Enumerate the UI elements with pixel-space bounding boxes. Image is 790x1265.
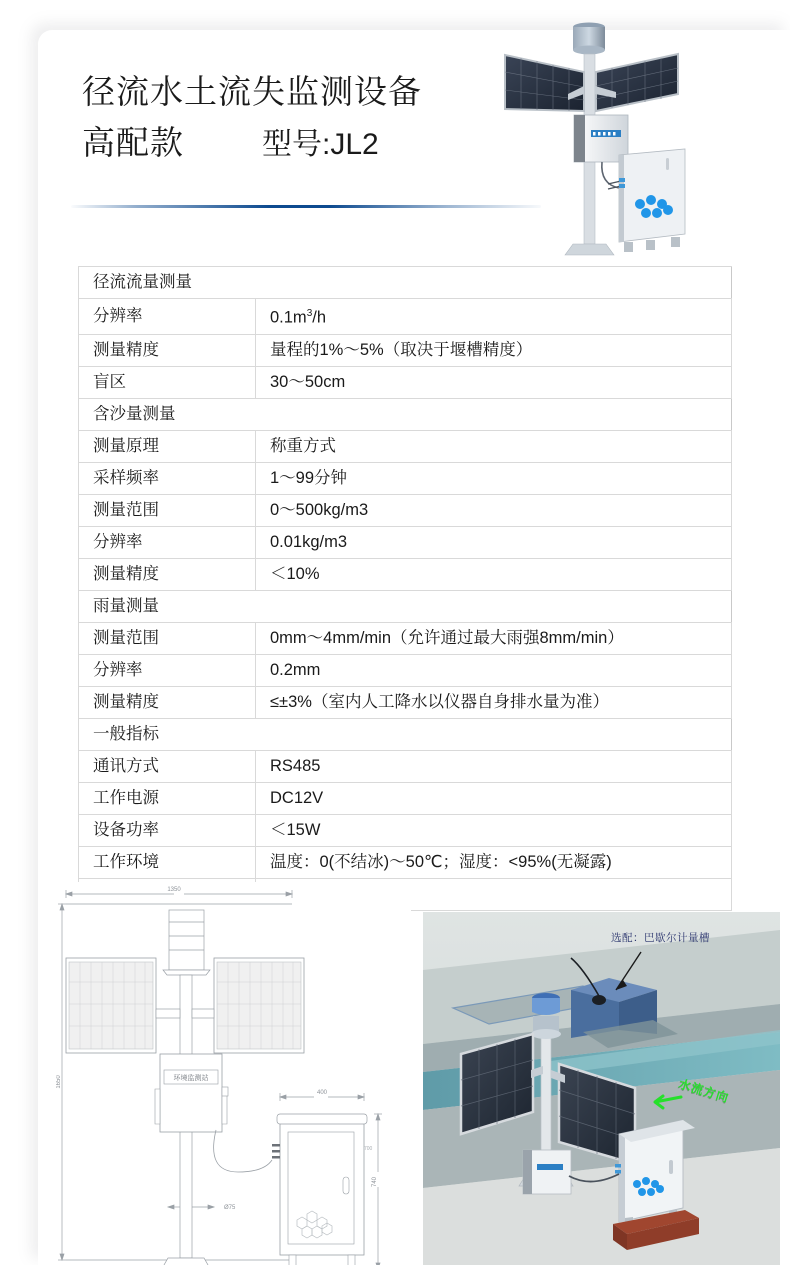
spec-label: 测量范围	[79, 622, 256, 654]
page-header	[38, 30, 790, 240]
product-photo-illustration	[488, 16, 728, 261]
spec-value: 1～99分钟	[256, 462, 732, 494]
spec-value: ＜15W	[256, 814, 732, 846]
spec-label: 分辨率	[79, 299, 256, 335]
dimension-cabinet-height-label: 740	[372, 1176, 378, 1188]
table-row	[79, 558, 732, 590]
solar-panel-left	[505, 55, 584, 111]
table-row	[79, 526, 732, 558]
technical-drawing	[56, 882, 411, 1265]
dimension-cabinet-inner-label: 700	[364, 1146, 373, 1152]
spec-label: 测量精度	[79, 334, 256, 366]
spec-label: 盲区	[79, 366, 256, 398]
spec-value: 量程的1%～5%（取决于堰槽精度）	[256, 334, 732, 366]
dimension-pole-label: Ø75	[224, 1205, 236, 1211]
spec-label: 测量原理	[79, 430, 256, 462]
table-row	[79, 430, 732, 462]
table-row	[79, 846, 732, 878]
page-title: 径流水土流失监测设备	[82, 73, 422, 110]
drawing-rain-gauge	[163, 910, 210, 975]
table-row	[79, 299, 732, 335]
title-block	[82, 66, 422, 170]
figures-section	[56, 882, 780, 1265]
spec-value: 0mm～4mm/min（允许通过最大雨强8mm/min）	[256, 622, 732, 654]
table-section-header	[79, 718, 732, 750]
header-divider	[71, 205, 541, 208]
product-variant: 高配款	[82, 124, 184, 161]
equipment-box	[619, 149, 685, 252]
drawing-solar-panel-left	[66, 958, 156, 1053]
dimension-cabinet-width-label: 400	[316, 1090, 328, 1096]
spec-label: 测量精度	[79, 686, 256, 718]
drawing-cabinet	[272, 1090, 382, 1265]
optional-flume-label: 选配：巴歇尔计量槽	[611, 932, 710, 944]
spec-label: 测量范围	[79, 494, 256, 526]
spec-label: 测量精度	[79, 558, 256, 590]
dimension-width-label: 1350	[167, 887, 181, 893]
spec-value: 0.2mm	[256, 654, 732, 686]
spec-label: 分辨率	[79, 654, 256, 686]
title-secondary-row	[82, 118, 422, 170]
spec-value: $0.1m^3/h$	[256, 299, 732, 335]
flow-direction-label: 水流方向	[676, 1076, 731, 1106]
spec-value: ＜10%	[256, 558, 732, 590]
spec-value: RS485	[256, 750, 732, 782]
installation-rendering	[423, 912, 780, 1265]
spec-value: 0～500kg/m3	[256, 494, 732, 526]
table-section-header	[79, 398, 732, 430]
spec-label: 分辨率	[79, 526, 256, 558]
table-row	[79, 654, 732, 686]
table-row	[79, 334, 732, 366]
section-title: 一般指标	[79, 718, 732, 750]
spec-value: 称重方式	[256, 430, 732, 462]
spec-label: 工作环境	[79, 846, 256, 878]
product-photo	[488, 16, 728, 261]
table-row	[79, 814, 732, 846]
spec-label: 设备功率	[79, 814, 256, 846]
table-row	[79, 750, 732, 782]
table-row	[79, 462, 732, 494]
spec-label: 工作电源	[79, 782, 256, 814]
spec-table-body	[79, 267, 732, 911]
drawing-solar-panel-right	[214, 958, 304, 1053]
section-title: 雨量测量	[79, 590, 732, 622]
rain-gauge-icon	[573, 23, 605, 55]
spec-value: 30～50cm	[256, 366, 732, 398]
technical-drawing-illustration	[56, 882, 411, 1265]
table-row	[79, 366, 732, 398]
drawing-station-box	[155, 1054, 228, 1132]
spec-value: 温度：0(不结冰)～50℃；湿度：<95%(无凝露)	[256, 846, 732, 878]
section-title: 径流流量测量	[79, 267, 732, 299]
drawing-station-label: 环境监测站	[173, 1075, 209, 1082]
dimension-height-label: 1650	[56, 1075, 62, 1089]
superscript: 3	[306, 308, 313, 319]
table-row	[79, 494, 732, 526]
table-row	[79, 622, 732, 654]
table-section-header	[79, 590, 732, 622]
spec-value: 0.01kg/m3	[256, 526, 732, 558]
product-model: 型号:JL2	[262, 128, 379, 161]
solar-panel-right	[596, 54, 678, 111]
spec-value: DC12V	[256, 782, 732, 814]
table-row	[79, 782, 732, 814]
specification-table	[78, 266, 732, 911]
table-section-header	[79, 267, 732, 299]
section-title: 含沙量测量	[79, 398, 732, 430]
spec-label: 采样频率	[79, 462, 256, 494]
table-row	[79, 686, 732, 718]
content-card	[38, 30, 790, 1265]
spec-label: 通讯方式	[79, 750, 256, 782]
spec-value: ≤±3%（室内人工降水以仪器自身排水量为准）	[256, 686, 732, 718]
